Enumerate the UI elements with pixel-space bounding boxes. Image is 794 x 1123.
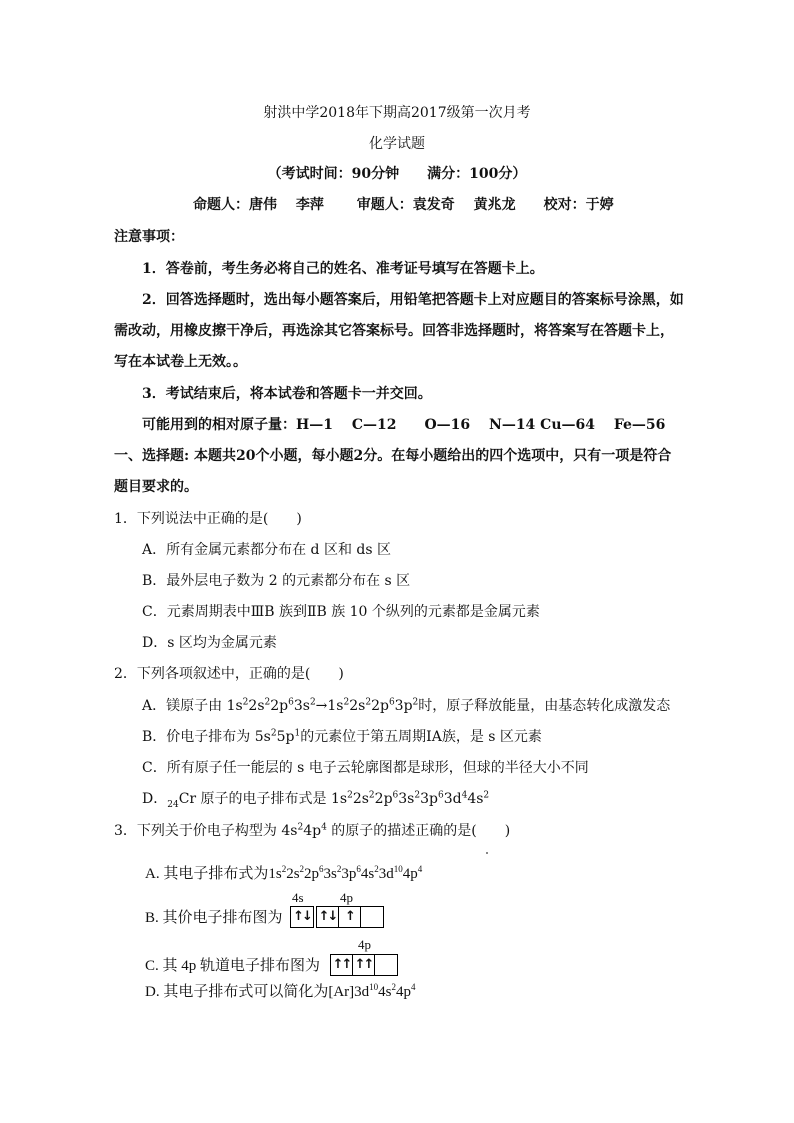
q3-option-a: A. 其电子排布式为$1s^22s^22p^63s^23p^64s^23d^{10}4p^4$ (145, 864, 423, 882)
q1-option-a: A．所有金属元素都分布在 d 区和 ds 区 (142, 542, 392, 558)
q2-a-prefix: A．镁原子由 (142, 698, 223, 714)
orbital-4p-3 (361, 907, 383, 927)
orbital-4p-c-2: ↑↑ (353, 955, 375, 975)
orbital-4p-2: ↑ (339, 907, 361, 927)
q3-option-b: B. 其价电子排布图为 (145, 910, 283, 926)
q3-b-4p-boxes (316, 906, 384, 928)
note-item-2-line-2: 需改动，用橡皮擦干净后，再选涂其它答案标号。回答非选择题时，将答案写在答题卡上， (114, 323, 674, 339)
orbital-4p-c-3 (375, 955, 397, 975)
q3-stem-prefix: 3．下列关于价电子构型为 (114, 823, 277, 839)
authors-line: 命题人：唐伟 李萍 审题人：袁发奇 黄兆龙 校对：于婷 (193, 197, 614, 213)
section-1-line-2: 题目要求的。 (114, 479, 198, 495)
atomic-masses: 可能用到的相对原子量：H—1 C—12 O—16 N—14 Cu—64 Fe—56 (142, 417, 666, 433)
stray-dot (486, 852, 488, 854)
q1-option-c: C．元素周期表中ⅢB 族到ⅡB 族 10 个纵列的元素都是金属元素 (142, 604, 540, 620)
orbital-4p-1: ↑↓ (317, 907, 339, 927)
q2-d-prefix: D． (142, 791, 168, 807)
q3-stem: 3．下列关于价电子构型为 $4s^24p^4$ 的原子的描述正确的是( ) (114, 822, 511, 839)
q3-option-c: C. 其 4p 轨道电子排布图为 (145, 958, 321, 974)
q3-c-4p-boxes (330, 954, 398, 976)
q2-a-suffix: 时，原子释放能量，由基态转化成激发态 (418, 698, 671, 714)
q2-d-mid: Cr 原子的电子排布式是 (178, 791, 327, 807)
orbital-4p-c-1: ↑↑ (331, 955, 353, 975)
q2-option-d: D．$_{24}$Cr 原子的电子排布式是 $1s^22s^22p^63s^23p^63d^44s^2$ (142, 790, 490, 810)
q1-option-d: D．s 区均为金属元素 (142, 635, 277, 651)
q3-a-prefix: A. 其电子排布式为 (145, 866, 269, 882)
q2-option-c: C．所有原子任一能层的 s 电子云轮廓图都是球形，但球的半径大小不同 (142, 760, 589, 776)
q1-stem: 1．下列说法中正确的是( ) (114, 511, 302, 527)
q3-b-4s-box (290, 906, 314, 928)
notes-heading: 注意事项： (114, 229, 184, 245)
q3-c-label-4p: 4p (358, 937, 371, 952)
school-title: 射洪中学2018年下期高2017级第一次月考 (263, 105, 531, 121)
note-item-2-line-1: 2．回答选择题时，选出每小题答案后，用铅笔把答题卡上对应题目的答案标号涂黑，如 (142, 292, 684, 308)
note-item-1: 1．答卷前，考生务必将自己的姓名、准考证号填写在答题卡上。 (142, 261, 544, 277)
q3-b-label-4p: 4p (340, 890, 353, 905)
q2-d-atomic-number: 24 (167, 799, 179, 810)
q3-d-ar: [Ar] (328, 984, 355, 1000)
exam-info: （考试时间：90分钟 满分：100分） (267, 166, 527, 182)
subject-title: 化学试题 (369, 136, 425, 152)
section-1-line-1: 一、选择题: 本题共20个小题，每小题2分。在每小题给出的四个选项中，只有一项是符合 (114, 448, 672, 464)
orbital-4s: ↑↓ (293, 909, 311, 924)
note-item-2-line-3: 写在本试卷上无效。。 (114, 354, 247, 370)
q3-option-d: D. 其电子排布式可以简化为$[Ar]3d^{10}4s^24p^4$ (145, 982, 416, 1000)
q3-stem-suffix: 的原子的描述正确的是( ) (331, 823, 511, 839)
q3-b-label-4s: 4s (292, 890, 304, 905)
note-item-3: 3．考试结束后，将本试卷和答题卡一并交回。 (142, 386, 432, 402)
q2-b-suffix: 的元素位于第五周期ⅠA族，是 s 区元素 (300, 729, 542, 745)
q3-d-prefix: D. 其电子排布式可以简化为 (145, 984, 329, 1000)
q2-option-b: B．价电子排布为 $5s^25p^1$的元素位于第五周期ⅠA族，是 s 区元素 (142, 728, 542, 745)
q1-option-b: B．最外层电子数为 2 的元素都分布在 s 区 (142, 573, 411, 589)
q2-b-prefix: B．价电子排布为 (142, 729, 251, 745)
q2-option-a: A．镁原子由 $1s^22s^22p^63s^2\to 1s^22s^22p^63p^2$时，原子释放能量，由基态转化成激发态 (142, 697, 671, 714)
q2-stem: 2．下列各项叙述中，正确的是( ) (114, 666, 344, 682)
